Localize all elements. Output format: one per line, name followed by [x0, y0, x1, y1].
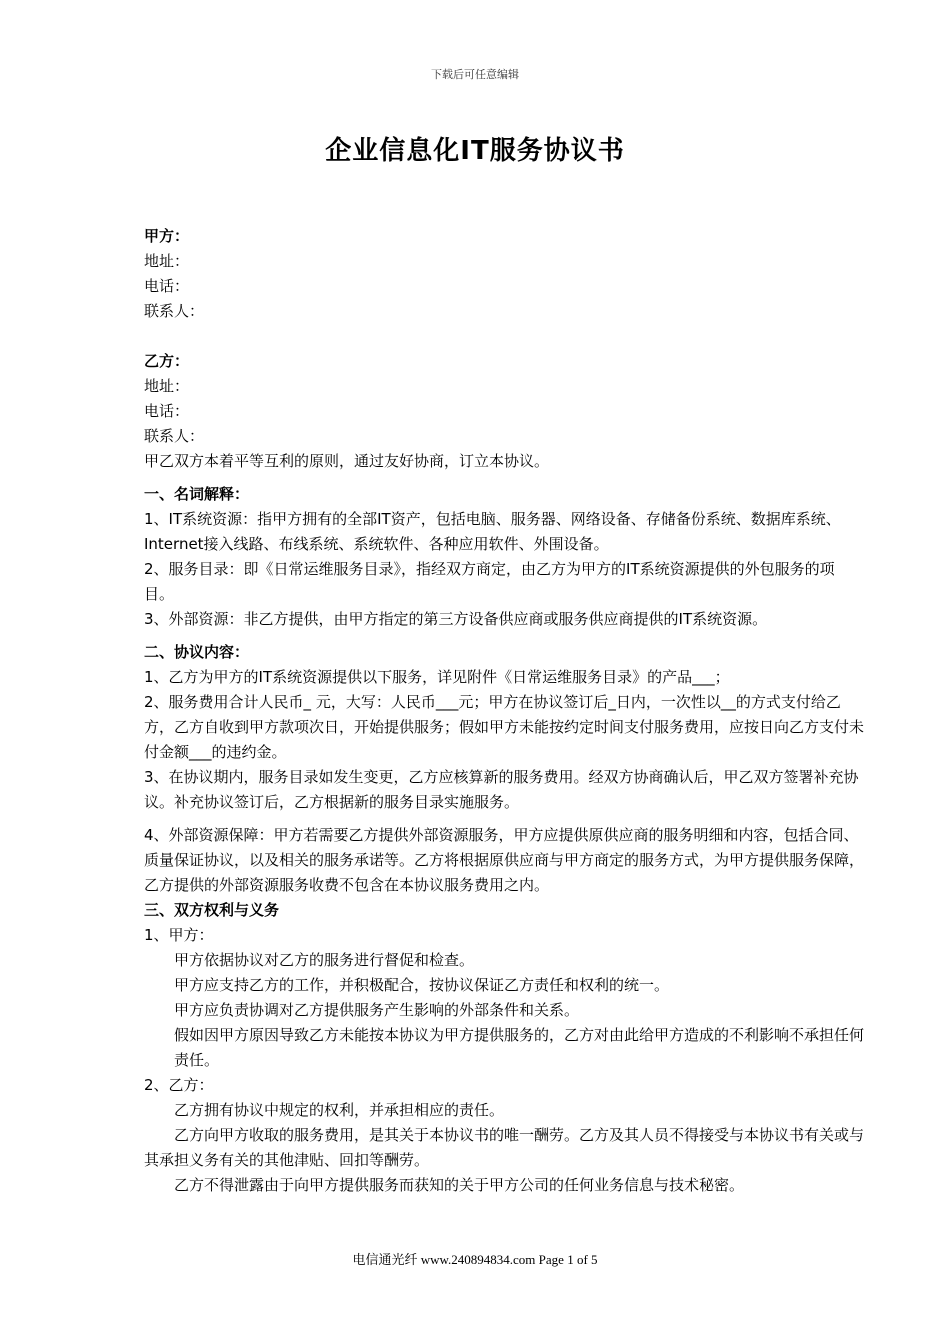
- party-b-obligation: 乙方不得泄露由于向甲方提供服务而获知的关于甲方公司的任何业务信息与技术秘密。: [174, 1176, 745, 1194]
- party-a-heading: 甲方：: [144, 227, 190, 245]
- header-note: 下载后可任意编辑: [431, 68, 519, 81]
- page-footer: 电信通光纤 www.240894834.com Page 1 of 5: [352, 1252, 598, 1267]
- section2-heading: 二、协议内容：: [144, 643, 250, 661]
- section2-item: 3、在协议期内，服务目录如发生变更，乙方应核算新的服务费用。经双方协商确认后，甲乙双方签署补充协议。补充协议签订后，乙方根据新的服务目录实施服务。: [144, 768, 859, 811]
- party-a-obligation: 假如因甲方原因导致乙方未能按本协议为甲方提供服务的，乙方对由此给甲方造成的不利影响不承担任何责任。: [174, 1026, 865, 1069]
- section2-item: 1、乙方为甲方的IT系统资源提供以下服务，详见附件《日常运维服务目录》的产品___；: [144, 668, 730, 686]
- party-b-obligation: 乙方向甲方收取的服务费用，是其关于本协议书的唯一酬劳。乙方及其人员不得接受与本协议书有关或与其承担义务有关的其他津贴、回扣等酬劳。: [144, 1126, 865, 1169]
- party-b-contact: 联系人：: [144, 427, 205, 445]
- document-body: [144, 224, 864, 1198]
- party-b-address: 地址：: [144, 377, 190, 395]
- intro-paragraph: 甲乙双方本着平等互利的原则，通过友好协商，订立本协议。: [144, 452, 550, 470]
- section1-item: 3、外部资源：非乙方提供，由甲方指定的第三方设备供应商或服务供应商提供的IT系统资源。: [144, 610, 768, 628]
- party-b-heading: 乙方：: [144, 352, 190, 370]
- section2-item: 2、服务费用合计人民币_ 元，大写：人民币___元；甲方在协议签订后_日内，一次性以__的方式支付给乙方，乙方自收到甲方款项次日，开始提供服务；假如甲方未能按约定时间支付服务费用，应按日向乙方支付未付金额___的违约金。: [144, 693, 865, 761]
- section3-heading: 三、双方权利与义务: [144, 901, 280, 919]
- section3-party-a-label: 1、甲方：: [144, 926, 214, 944]
- party-b-phone: 电话：: [144, 402, 190, 420]
- section2-item: 4、外部资源保障：甲方若需要乙方提供外部资源服务，甲方应提供原供应商的服务明细和内容，包括合同、质量保证协议，以及相关的服务承诺等。乙方将根据原供应商与甲方商定的服务方式，为甲方提供服务保障，乙方提供的外部资源服务收费不包含在本协议服务费用之内。: [144, 826, 865, 894]
- party-a-address: 地址：: [144, 252, 190, 270]
- party-a-obligation: 甲方依据协议对乙方的服务进行督促和检查。: [174, 951, 475, 969]
- party-a-obligation: 甲方应负责协调对乙方提供服务产生影响的外部条件和关系。: [174, 1001, 580, 1019]
- document-title: 企业信息化IT服务协议书: [325, 136, 625, 166]
- party-a-phone: 电话：: [144, 277, 190, 295]
- section1-item: 1、IT系统资源：指甲方拥有的全部IT资产，包括电脑、服务器、网络设备、存储备份系统、数据库系统、Internet接入线路、布线系统、系统软件、各种应用软件、外围设备。: [144, 510, 841, 553]
- section3-party-b-label: 2、乙方：: [144, 1076, 214, 1094]
- section1-item: 2、服务目录：即《日常运维服务目录》，指经双方商定，由乙方为甲方的IT系统资源提供的外包服务的项目。: [144, 560, 835, 603]
- party-b-obligation: 乙方拥有协议中规定的权利，并承担相应的责任。: [174, 1101, 505, 1119]
- party-a-obligation: 甲方应支持乙方的工作，并积极配合，按协议保证乙方责任和权利的统一。: [174, 976, 670, 994]
- section1-heading: 一、名词解释：: [144, 485, 250, 503]
- party-a-contact: 联系人：: [144, 302, 205, 320]
